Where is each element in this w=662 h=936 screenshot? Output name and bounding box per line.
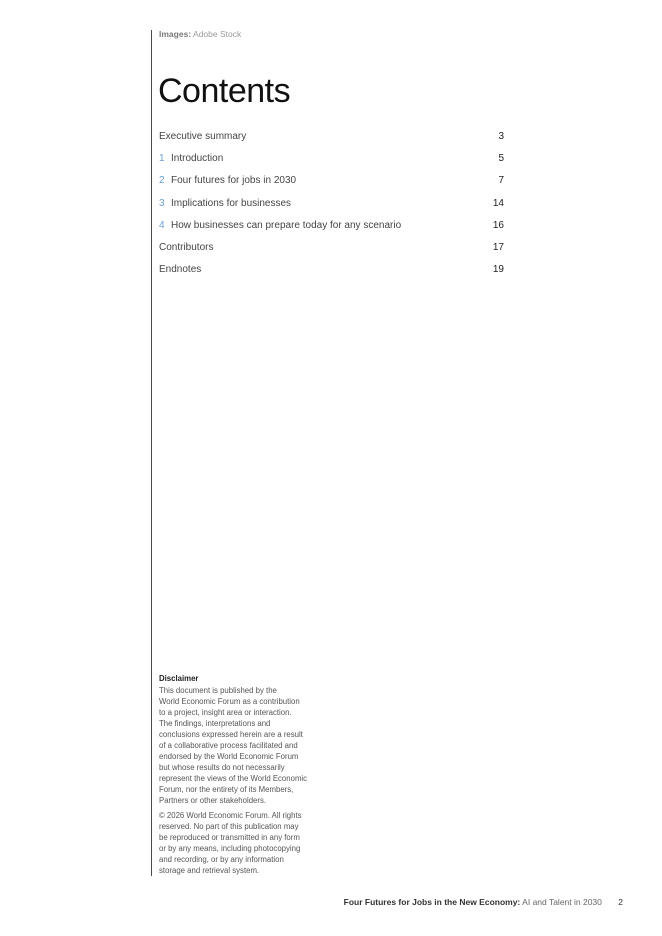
toc-item-executive-summary[interactable] [159,131,504,153]
toc-label: How businesses can prepare today for any scenario [171,219,402,231]
toc-page-number: 5 [498,153,504,165]
toc-page-number: 19 [492,264,504,276]
toc-label: Endnotes [159,264,202,276]
page-title: Contents [158,72,291,110]
toc-item-introduction[interactable] [159,153,504,175]
toc-page-number: 3 [498,131,504,142]
footer-subtitle: AI and Talent in 2030 [522,897,602,907]
toc-label: Four futures for jobs in 2030 [171,175,297,187]
footer-page-number: 2 [618,897,623,907]
toc-item-how-to-prepare[interactable] [159,220,504,242]
toc-label: Introduction [171,153,224,165]
disclaimer-text: This document is published by the World Economic Forum as a contribution to a project, insight area or interaction. The findings, interpretations and conclusions expressed herein are a result of a collaborative process facilitated and endorsed by the World Economic Forum but whose results do not necessarily represent the views of the World Economic Forum, nor the entirety of its Members, Partners or other stakeholders. [159,686,308,805]
footer-title: Four Futures for Jobs in the New Economy: [343,897,521,907]
disclaimer-heading: Disclaimer [159,674,199,683]
disclaimer [159,673,319,876]
image-credits [159,29,241,39]
toc-page-number: 7 [498,175,504,187]
toc-item-contributors[interactable] [159,242,504,264]
toc-page-number: 14 [492,197,504,209]
toc-label: Contributors [159,241,214,253]
toc-number: 4 [159,219,165,231]
page-footer [344,897,623,907]
toc-item-implications[interactable] [159,198,504,220]
margin-rule [151,30,152,876]
copyright-text: © 2026 World Economic Forum. All rights reserved. No part of this publication may be reproduced or transmitted in any form or by any means, including photocopying and recording, or by any information storage and retrieval system. [159,811,302,875]
credits-label: Images: [159,29,192,39]
toc-label: Executive summary [159,131,247,142]
toc-item-four-futures[interactable] [159,175,504,197]
toc-number: 2 [159,175,165,187]
credits-value: Adobe Stock [193,29,242,39]
table-of-contents [159,131,504,286]
toc-number: 3 [159,197,165,209]
toc-page-number: 16 [492,219,504,231]
toc-label: Implications for businesses [171,197,292,209]
toc-number: 1 [159,153,165,165]
toc-page-number: 17 [492,241,504,253]
toc-item-endnotes[interactable] [159,264,504,286]
